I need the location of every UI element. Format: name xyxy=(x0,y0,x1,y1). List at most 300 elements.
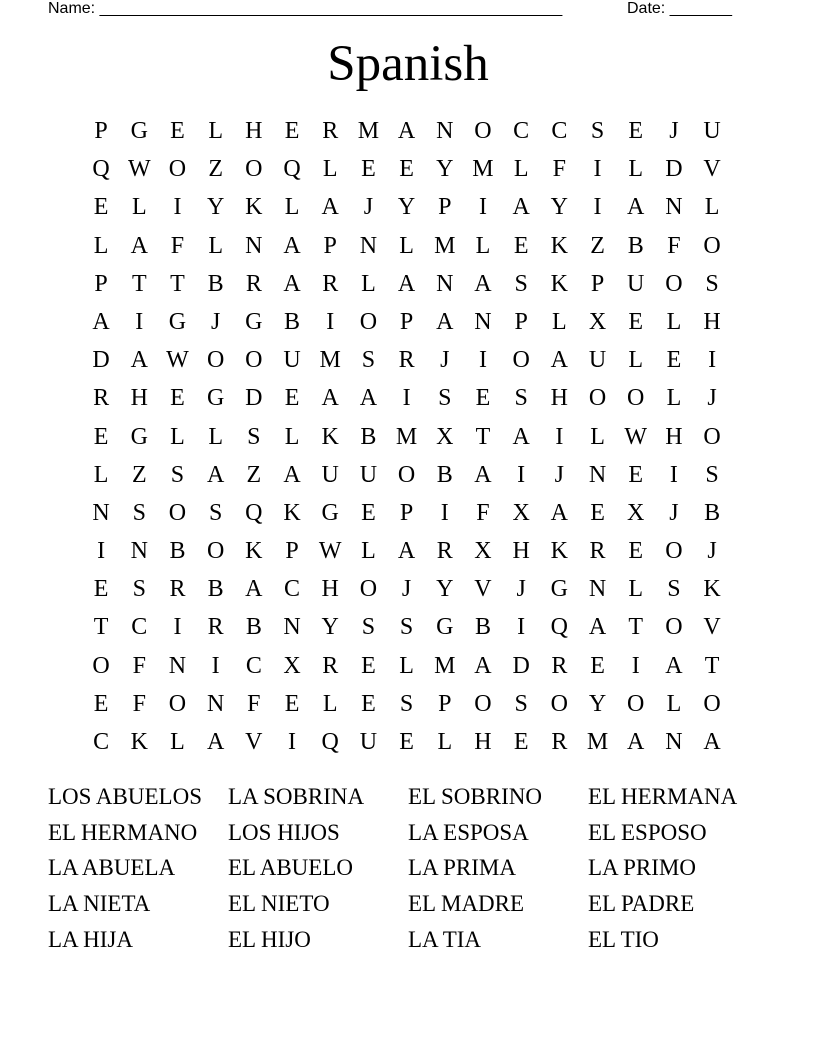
grid-letter: M xyxy=(472,156,494,183)
grid-letter: X xyxy=(627,499,645,526)
grid-letter: A xyxy=(245,576,263,603)
grid-letter: B xyxy=(360,423,377,450)
grid-letter: A xyxy=(588,614,607,641)
grid-letter: A xyxy=(92,308,110,335)
grid-letter: O xyxy=(397,461,416,488)
grid-letter: S xyxy=(514,690,528,717)
grid-letter: K xyxy=(550,538,569,565)
grid-letter: O xyxy=(168,690,187,717)
grid-letter: V xyxy=(474,576,492,603)
grid-letter: O xyxy=(206,538,225,565)
word-list-item: LA ESPOSA xyxy=(408,819,529,845)
grid-letter: B xyxy=(627,232,644,259)
grid-letter: L xyxy=(513,156,529,183)
word-search-grid xyxy=(82,112,731,761)
grid-letter: R xyxy=(398,347,415,374)
grid-letter: H xyxy=(703,308,721,335)
grid-letter: F xyxy=(476,499,490,526)
grid-letter: J xyxy=(363,194,374,221)
grid-letter: S xyxy=(208,499,223,526)
word-list-item: EL HIJO xyxy=(228,926,311,952)
word-list-item: LOS HIJOS xyxy=(228,819,340,845)
grid-letter: S xyxy=(247,423,261,450)
grid-letter: E xyxy=(399,729,414,755)
grid-letter: A xyxy=(474,652,492,679)
grid-letter: L xyxy=(628,156,644,183)
grid-letter: L xyxy=(552,308,567,335)
grid-letter: I xyxy=(708,347,717,374)
grid-letter: L xyxy=(93,461,109,488)
grid-letter: O xyxy=(512,347,530,374)
grid-letter: O xyxy=(474,690,492,717)
grid-letter: T xyxy=(475,423,491,450)
word-list xyxy=(48,779,768,957)
grid-letter: N xyxy=(130,538,148,565)
grid-letter: B xyxy=(207,576,224,603)
grid-letter: F xyxy=(132,690,146,717)
word-list-item: EL HERMANA xyxy=(588,784,738,809)
grid-letter: E xyxy=(93,423,109,450)
grid-letter: A xyxy=(130,347,148,374)
grid-letter: L xyxy=(93,232,109,259)
grid-letter: L xyxy=(284,194,300,221)
grid-letter: Y xyxy=(436,156,454,183)
grid-letter: B xyxy=(284,308,301,335)
grid-letter: S xyxy=(705,270,719,297)
worksheet-header xyxy=(0,0,816,20)
grid-letter: R xyxy=(589,538,606,565)
grid-letter: V xyxy=(703,614,721,641)
grid-letter: L xyxy=(704,194,720,221)
grid-letter: I xyxy=(288,729,297,755)
grid-letter: J xyxy=(401,576,412,603)
grid-letter: S xyxy=(399,690,414,717)
grid-letter: O xyxy=(168,156,187,183)
grid-letter: K xyxy=(550,232,569,259)
grid-letter: A xyxy=(283,232,301,259)
grid-letter: E xyxy=(93,576,109,603)
grid-letter: H xyxy=(665,423,683,450)
grid-letter: B xyxy=(474,614,491,641)
grid-letter: E xyxy=(361,652,376,679)
grid-letter: A xyxy=(206,461,225,488)
grid-letter: Y xyxy=(397,194,416,221)
grid-letter: R xyxy=(551,729,568,755)
grid-letter: B xyxy=(436,461,453,488)
grid-letter: E xyxy=(513,729,529,755)
grid-letter: J xyxy=(516,576,526,603)
grid-letter: Z xyxy=(208,156,223,183)
grid-letter: O xyxy=(665,538,683,565)
word-list-item: EL NIETO xyxy=(228,891,330,917)
grid-letter: A xyxy=(703,729,721,755)
grid-letter: B xyxy=(245,614,262,641)
word-list-item: LA TIA xyxy=(408,926,482,952)
grid-letter: H xyxy=(474,729,492,755)
word-list-item: LA ABUELA xyxy=(48,855,176,881)
grid-letter: A xyxy=(397,538,416,565)
grid-letter: E xyxy=(361,499,376,526)
grid-letter: S xyxy=(705,461,719,488)
grid-letter: L xyxy=(475,232,491,259)
grid-letter: J xyxy=(669,118,679,144)
grid-letter: L xyxy=(666,690,682,717)
grid-letter: O xyxy=(245,347,263,374)
grid-letter: F xyxy=(667,232,681,259)
grid-letter: E xyxy=(284,385,300,412)
grid-letter: Z xyxy=(131,461,147,488)
grid-letter: X xyxy=(436,423,454,450)
grid-letter: A xyxy=(512,423,530,450)
grid-letter: O xyxy=(245,156,263,183)
word-list-item: LA PRIMO xyxy=(588,855,696,881)
grid-letter: P xyxy=(399,499,414,526)
grid-letter: H xyxy=(512,538,530,565)
grid-letter: N xyxy=(588,461,607,488)
word-list-item: EL PADRE xyxy=(588,891,695,917)
grid-letter: S xyxy=(170,461,185,488)
grid-letter: O xyxy=(474,118,492,144)
grid-letter: D xyxy=(512,652,530,679)
grid-letter: T xyxy=(704,652,720,679)
grid-letter: L xyxy=(590,423,605,450)
page-title: Spanish xyxy=(327,36,489,92)
grid-letter: T xyxy=(131,270,147,297)
grid-letter: S xyxy=(361,347,376,374)
grid-letter: O xyxy=(206,347,225,374)
grid-letter: L xyxy=(361,270,376,297)
grid-letter: P xyxy=(323,232,337,259)
grid-letter: E xyxy=(93,194,109,221)
grid-letter: F xyxy=(247,690,261,717)
grid-letter: K xyxy=(283,499,301,526)
word-list-item: EL SOBRINO xyxy=(408,784,542,809)
grid-letter: X xyxy=(283,652,301,679)
grid-letter: E xyxy=(361,156,376,183)
grid-letter: O xyxy=(168,499,187,526)
word-list-item: EL ABUELO xyxy=(228,855,353,881)
grid-letter: Q xyxy=(321,729,339,755)
grid-letter: I xyxy=(631,652,640,679)
grid-letter: O xyxy=(703,232,721,259)
grid-letter: O xyxy=(359,576,378,603)
grid-letter: G xyxy=(550,576,569,603)
grid-letter: C xyxy=(284,576,301,603)
grid-letter: H xyxy=(245,118,263,144)
grid-letter: V xyxy=(245,729,263,755)
word-list-item: LOS ABUELOS xyxy=(48,784,202,809)
grid-letter: L xyxy=(170,729,185,755)
grid-letter: O xyxy=(359,308,378,335)
grid-letter: A xyxy=(321,385,339,412)
grid-letter: O xyxy=(703,423,721,450)
grid-letter: I xyxy=(669,461,678,488)
grid-letter: I xyxy=(593,156,602,183)
grid-letter: G xyxy=(436,614,454,641)
grid-letter: C xyxy=(245,652,262,679)
grid-letter: W xyxy=(624,423,648,450)
grid-letter: K xyxy=(321,423,339,450)
grid-letter: S xyxy=(132,499,146,526)
grid-letter: G xyxy=(168,308,187,335)
word-list-item: EL ESPOSO xyxy=(588,819,707,845)
date-field-label: Date: _______ xyxy=(627,0,732,17)
grid-letter: Q xyxy=(92,156,110,183)
grid-letter: A xyxy=(321,194,339,221)
grid-letter: P xyxy=(590,270,605,297)
grid-letter: I xyxy=(517,614,526,641)
grid-letter: Y xyxy=(206,194,225,221)
grid-letter: N xyxy=(245,232,263,259)
grid-letter: A xyxy=(627,194,645,221)
grid-letter: N xyxy=(665,194,683,221)
grid-letter: X xyxy=(512,499,530,526)
grid-letter: L xyxy=(628,347,644,374)
grid-letter: I xyxy=(135,308,144,335)
word-list-item: LA PRIMA xyxy=(408,855,516,881)
grid-letter: D xyxy=(665,156,683,183)
grid-letter: P xyxy=(399,308,414,335)
grid-letter: E xyxy=(666,347,682,374)
grid-letter: R xyxy=(93,385,110,412)
grid-letter: P xyxy=(438,194,452,221)
grid-letter: A xyxy=(359,385,378,412)
grid-letter: S xyxy=(667,576,681,603)
grid-letter: R xyxy=(322,270,339,297)
grid-letter: E xyxy=(284,690,300,717)
grid-letter: P xyxy=(438,690,452,717)
grid-letter: D xyxy=(245,385,263,412)
grid-letter: Y xyxy=(321,614,339,641)
grid-letter: K xyxy=(130,729,148,755)
grid-letter: N xyxy=(474,308,492,335)
grid-letter: E xyxy=(628,461,644,488)
grid-letter: N xyxy=(665,729,683,755)
grid-letter: Y xyxy=(588,690,607,717)
word-list-item: EL TIO xyxy=(588,926,659,952)
grid-letter: R xyxy=(551,652,568,679)
grid-letter: A xyxy=(283,461,301,488)
grid-letter: S xyxy=(590,118,605,144)
word-list-item: LA NIETA xyxy=(48,891,151,917)
grid-letter: V xyxy=(703,156,721,183)
grid-letter: L xyxy=(322,690,338,717)
grid-letter: J xyxy=(554,461,565,488)
grid-letter: O xyxy=(665,270,683,297)
grid-letter: S xyxy=(399,614,414,641)
grid-letter: D xyxy=(92,347,110,374)
grid-letter: I xyxy=(593,194,602,221)
grid-letter: C xyxy=(513,118,530,144)
grid-letter: L xyxy=(322,156,338,183)
grid-letter: A xyxy=(397,270,416,297)
grid-letter: R xyxy=(245,270,262,297)
grid-letter: I xyxy=(440,499,449,526)
grid-letter: W xyxy=(127,156,151,183)
grid-letter: N xyxy=(359,232,378,259)
grid-letter: N xyxy=(206,690,225,717)
word-list-item: EL MADRE xyxy=(408,891,525,917)
grid-letter: M xyxy=(434,652,456,679)
grid-letter: O xyxy=(665,614,683,641)
grid-letter: U xyxy=(627,270,645,297)
grid-letter: E xyxy=(361,690,376,717)
grid-letter: Q xyxy=(283,156,301,183)
grid-letter: C xyxy=(551,118,568,144)
grid-letter: A xyxy=(206,729,225,755)
grid-letter: E xyxy=(590,652,605,679)
word-list-item: LA SOBRINA xyxy=(228,784,365,809)
word-list-item: EL HERMANO xyxy=(48,819,198,845)
grid-letter: A xyxy=(436,308,454,335)
grid-letter: O xyxy=(627,690,645,717)
grid-letter: I xyxy=(517,461,526,488)
grid-letter: J xyxy=(707,538,717,565)
grid-letter: O xyxy=(588,385,607,412)
grid-letter: L xyxy=(666,308,682,335)
grid-letter: O xyxy=(92,652,110,679)
grid-letter: B xyxy=(704,499,721,526)
grid-letter: W xyxy=(318,538,342,565)
grid-letter: I xyxy=(555,423,564,450)
grid-letter: G xyxy=(130,423,148,450)
grid-letter: N xyxy=(588,576,607,603)
grid-letter: P xyxy=(285,538,299,565)
grid-letter: G xyxy=(206,385,225,412)
grid-letter: T xyxy=(170,270,185,297)
name-field-label: Name: ____________________________________________________ xyxy=(48,0,563,17)
grid-letter: X xyxy=(474,538,492,565)
grid-letter: S xyxy=(438,385,452,412)
grid-letter: L xyxy=(437,729,453,755)
grid-letter: E xyxy=(170,385,185,412)
grid-letter: J xyxy=(669,499,679,526)
grid-letter: G xyxy=(321,499,339,526)
grid-letter: U xyxy=(283,347,301,374)
grid-letter: O xyxy=(627,385,645,412)
grid-letter: Y xyxy=(436,576,454,603)
grid-letter: L xyxy=(284,423,300,450)
grid-letter: M xyxy=(357,118,380,144)
grid-letter: L xyxy=(628,576,644,603)
grid-letter: A xyxy=(130,232,148,259)
grid-letter: A xyxy=(474,270,492,297)
grid-letter: A xyxy=(474,461,492,488)
grid-letter: T xyxy=(628,614,644,641)
grid-letter: F xyxy=(132,652,146,679)
grid-letter: U xyxy=(588,347,607,374)
grid-letter: N xyxy=(436,270,454,297)
grid-letter: I xyxy=(326,308,335,335)
grid-letter: U xyxy=(321,461,339,488)
grid-letter: I xyxy=(173,614,182,641)
grid-letter: M xyxy=(395,423,418,450)
grid-letter: I xyxy=(478,194,487,221)
grid-letter: L xyxy=(208,118,223,144)
grid-letter: B xyxy=(207,270,224,297)
grid-letter: E xyxy=(284,118,300,144)
grid-letter: K xyxy=(245,538,263,565)
grid-letter: R xyxy=(322,118,339,144)
grid-letter: E xyxy=(170,118,185,144)
grid-letter: J xyxy=(210,308,221,335)
grid-letter: E xyxy=(513,232,529,259)
grid-letter: L xyxy=(208,232,223,259)
grid-letter: S xyxy=(361,614,376,641)
grid-letter: K xyxy=(245,194,263,221)
grid-letter: O xyxy=(703,690,721,717)
grid-letter: Z xyxy=(590,232,605,259)
word-list-item: LA HIJA xyxy=(48,926,133,952)
grid-letter: M xyxy=(319,347,341,374)
grid-letter: P xyxy=(94,118,108,144)
grid-letter: E xyxy=(628,538,644,565)
grid-letter: Q xyxy=(245,499,263,526)
grid-letter: Y xyxy=(550,194,569,221)
grid-letter: J xyxy=(707,385,717,412)
grid-letter: Z xyxy=(246,461,262,488)
grid-letter: L xyxy=(361,538,376,565)
grid-letter: O xyxy=(550,690,569,717)
grid-letter: H xyxy=(321,576,339,603)
grid-letter: S xyxy=(132,576,146,603)
grid-letter: L xyxy=(399,232,414,259)
grid-letter: N xyxy=(92,499,110,526)
grid-letter: L xyxy=(399,652,414,679)
grid-letter: A xyxy=(665,652,683,679)
grid-letter: M xyxy=(586,729,609,755)
grid-letter: F xyxy=(552,156,567,183)
grid-letter: A xyxy=(550,347,569,374)
grid-letter: K xyxy=(703,576,721,603)
grid-letter: Q xyxy=(550,614,569,641)
grid-letter: A xyxy=(627,729,645,755)
grid-letter: A xyxy=(397,118,416,144)
grid-letter: E xyxy=(399,156,414,183)
grid-letter: U xyxy=(359,461,378,488)
grid-letter: L xyxy=(208,423,223,450)
grid-letter: C xyxy=(93,729,110,755)
grid-letter: I xyxy=(211,652,220,679)
grid-letter: R xyxy=(169,576,186,603)
grid-letter: H xyxy=(130,385,148,412)
grid-letter: S xyxy=(514,270,528,297)
grid-letter: I xyxy=(97,538,106,565)
grid-letter: B xyxy=(169,538,186,565)
grid-letter: P xyxy=(94,270,108,297)
grid-letter: C xyxy=(131,614,148,641)
grid-letter: A xyxy=(512,194,530,221)
grid-letter: E xyxy=(628,308,644,335)
grid-letter: N xyxy=(436,118,454,144)
grid-letter: J xyxy=(440,347,450,374)
grid-letter: I xyxy=(402,385,411,412)
grid-letter: F xyxy=(170,232,185,259)
grid-letter: I xyxy=(478,347,487,374)
grid-letter: U xyxy=(703,118,721,144)
grid-letter: M xyxy=(434,232,456,259)
grid-letter: K xyxy=(550,270,569,297)
grid-letter: L xyxy=(170,423,185,450)
grid-letter: N xyxy=(283,614,301,641)
grid-letter: X xyxy=(588,308,607,335)
grid-letter: E xyxy=(93,690,109,717)
grid-letter: G xyxy=(130,118,148,144)
grid-letter: R xyxy=(436,538,453,565)
grid-letter: W xyxy=(166,347,189,374)
grid-letter: P xyxy=(514,308,528,335)
grid-letter: A xyxy=(283,270,301,297)
